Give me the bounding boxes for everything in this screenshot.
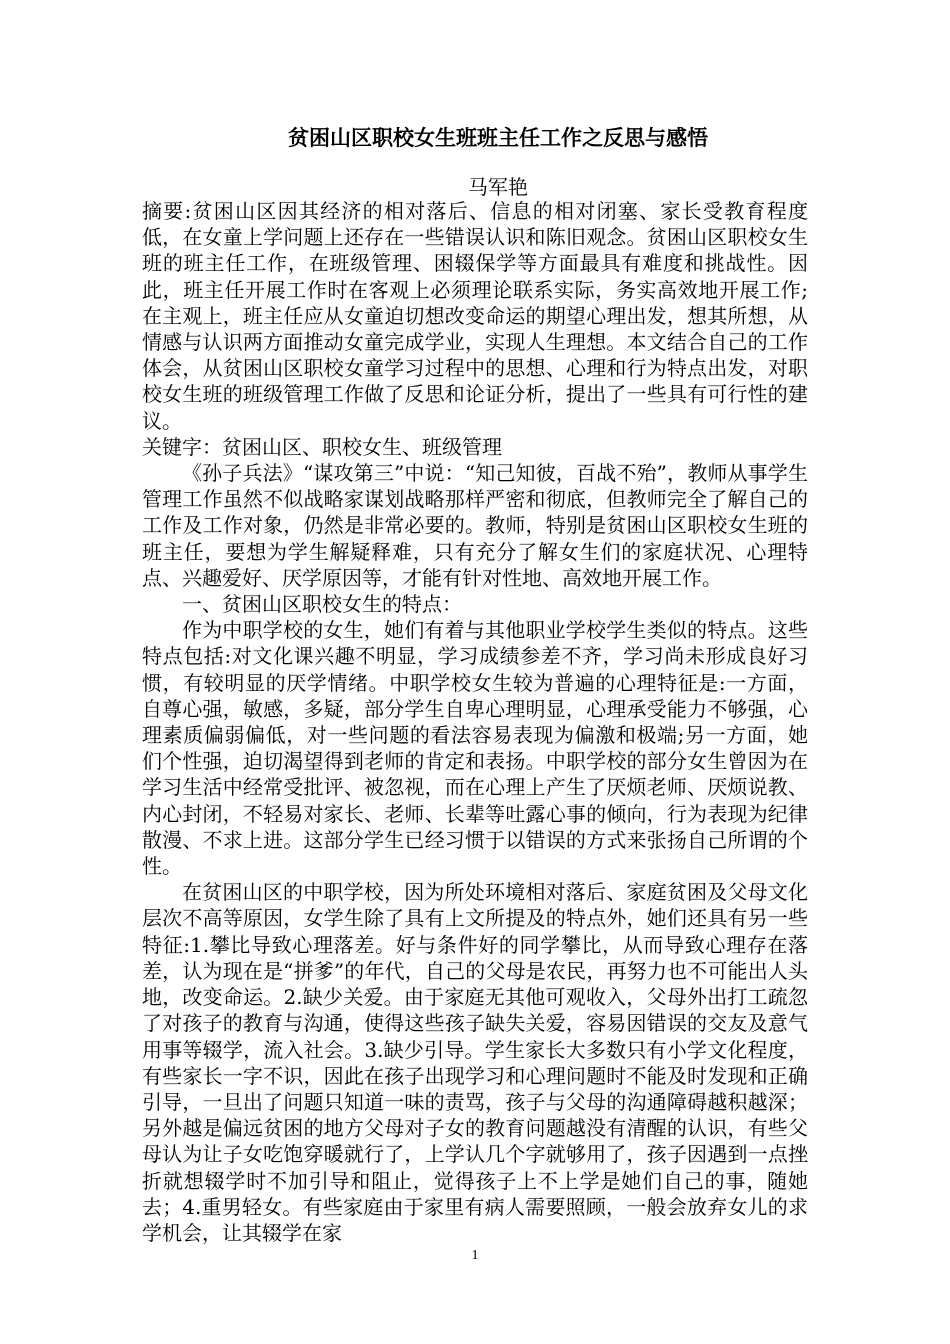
document-body <box>142 198 808 1246</box>
section-heading: 一、贫困山区职校女生的特点： <box>182 592 462 617</box>
abstract-paragraph: 摘要:贫困山区因其经济的相对落后、信息的相对闭塞、家长受教育程度低，在女童上学问题上还存在一些错误认识和陈旧观念。贫困山区职校女生班的班主任工作，在班级管理、困辍保学等方面最具有难度和挑战性。因此，班主任开展工作时在客观上必须理论联系实际，务实高效地开展工作;在主观上，班主任应从女童迫切想改变命运的期望心理出发，想其所想，从情感与认识两方面推动女童完成学业，实现人生理想。本文结合自己的工作体会，从贫困山区职校女童学习过程中的思想、心理和行为特点出发，对职校女生班的班级管理工作做了反思和论证分析，提出了一些具有可行性的建议。 <box>142 199 808 433</box>
body-paragraph: 在贫困山区的中职学校，因为所处环境相对落后、家庭贫困及父母文化层次不高等原因，女学生除了具有上文所提及的特点外，她们还具有另一些特征:1.攀比导致心理落差。好与条件好的同学攀比，从而导致心理存在落差，认为现在是“拼爹”的年代，自己的父母是农民，再努力也不可能出人头地，改变命运。2.缺少关爱。由于家庭无其他可观收入，父母外出打工疏忽了对孩子的教育与沟通，使得这些孩子缺失关爱，容易因错误的交友及意气用事等辍学，流入社会。3.缺少引导。学生家长大多数只有小学文化程度，有些家长一字不识，因此在孩子出现学习和心理问题时不能及时发现和正确引导，一旦出了问题只知道一味的责骂，孩子与父母的沟通障碍越积越深；另外越是偏远贫困的地方父母对子女的教育问题越没有清醒的认识，有些父母认为让子女吃饱穿暖就行了，上学认几个字就够用了，孩子因遇到一点挫折就想辍学时不加引导和阻止，觉得孩子上不上学是她们自己的事，随她去；4.重男轻女。有些家庭由于家里有病人需要照顾，一般会放弃女儿的求学机会，让其辍学在家 <box>142 880 808 1245</box>
keywords-line: 关键字：贫困山区、职校女生、班级管理 <box>142 434 502 459</box>
body-paragraph: 《孙子兵法》“谋攻第三”中说：“知己知彼，百战不殆”，教师从事学生管理工作虽然不似战略家谋划战略那样严密和彻底，但教师完全了解自己的工作及工作对象，仍然是非常必要的。教师，特别是贫困山区职校女生班的班主任，要想为学生解疑释难，只有充分了解女生们的家庭状况、心理特点、兴趣爱好、厌学原因等，才能有针对性地、高效地开展工作。 <box>142 461 808 590</box>
document-title: 贫困山区职校女生班班主任工作之反思与感悟 <box>288 125 708 150</box>
author-name: 马军艳 <box>468 175 528 199</box>
body-paragraph: 作为中职学校的女生，她们有着与其他职业学校学生类似的特点。这些特点包括:对文化课兴趣不明显，学习成绩参差不齐，学习尚未形成良好习惯，有较明显的厌学情绪。中职学校女生较为普遍的心理特征是:一方面，自尊心强，敏感，多疑，部分学生自卑心理明显，心理承受能力不够强，心理素质偏弱偏低，对一些问题的看法容易表现为偏激和极端;另一方面，她们个性强，迫切渴望得到老师的肯定和表扬。中职学校的部分女生曾因为在学习生活中经常受批评、被忽视，而在心理上产生了厌烦老师、厌烦说教、内心封闭，不轻易对家长、老师、长辈等吐露心事的倾向，行为表现为纪律散漫、不求上进。这部分学生已经习惯于以错误的方式来张扬自己所谓的个性。 <box>142 618 808 879</box>
page-number: 1 <box>471 1248 479 1263</box>
